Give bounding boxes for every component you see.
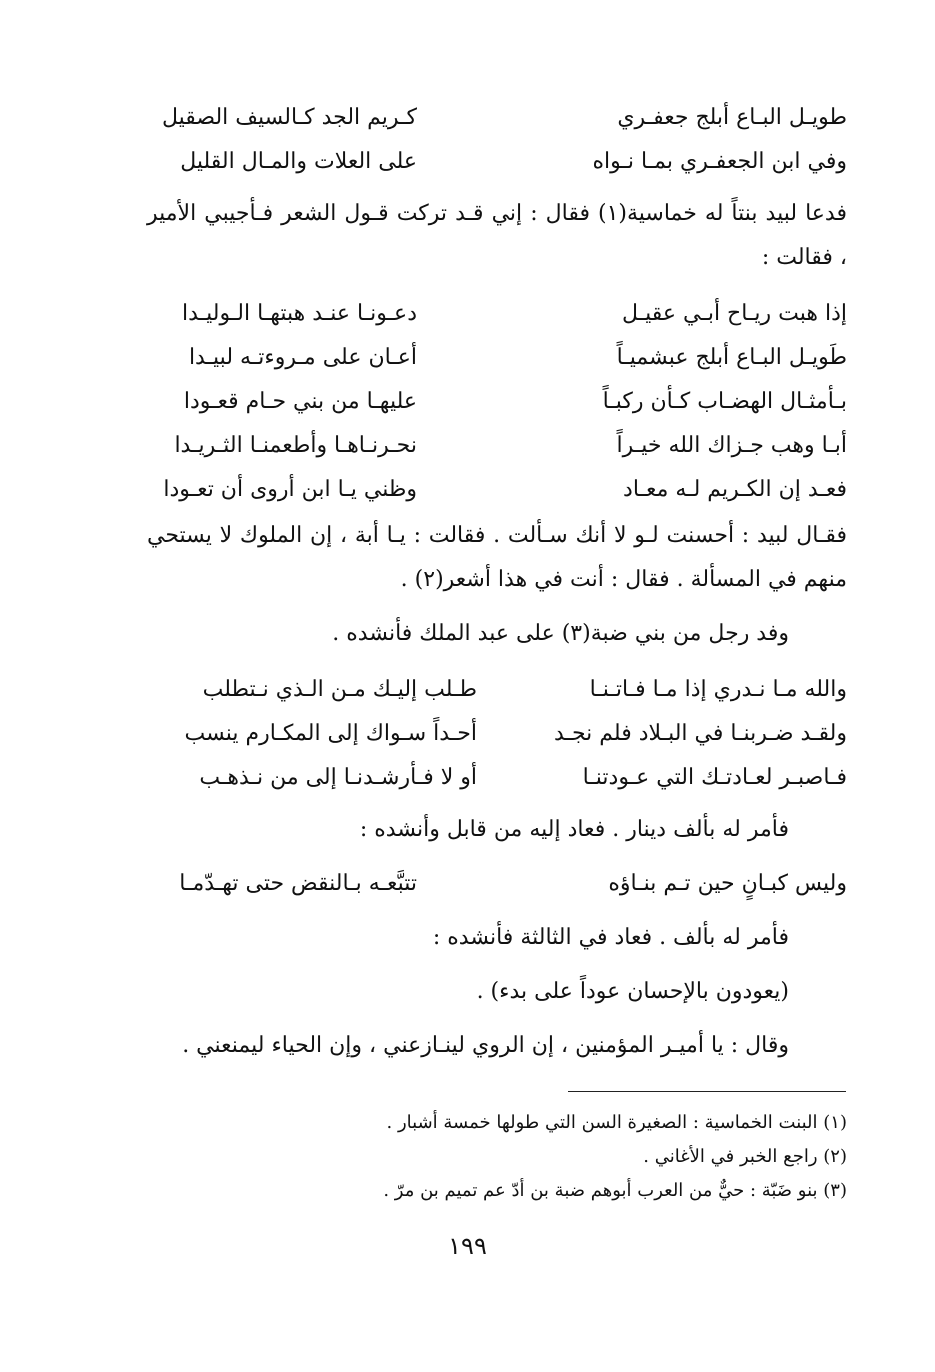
verse-line xyxy=(147,468,847,512)
verse-line xyxy=(147,292,847,336)
verse-line xyxy=(147,336,847,380)
hemistich-second: نحـرنـاهـا وأطعمنـا الثـريـدا xyxy=(174,433,417,458)
paragraph: وفد رجل من بني ضبة(٣) على عبد الملك فأنشده . xyxy=(332,621,789,646)
paragraph: (يعودون بالإحسان عوداً على بدء) . xyxy=(476,979,789,1004)
hemistich-first: والله مـا نـدري إذا مـا فـاتـنـا xyxy=(589,677,847,702)
poem-block-4 xyxy=(147,862,847,906)
paragraph: فأمر له بألف . فعاد في الثالثة فأنشده : xyxy=(432,925,789,950)
verse-line xyxy=(147,668,847,712)
hemistich-first: فـاصبـر لعـادتـك التي عـودتنـا xyxy=(582,765,847,790)
paragraph: وقال : يا أميـر المؤمنين ، إن الروي لينـازعني ، وإن الحياء ليمنعني . xyxy=(182,1033,789,1058)
hemistich-first: وليس كبـانٍ حين تـم بنـاؤه xyxy=(608,871,847,896)
hemistich-second: على العلات والمـال القليل xyxy=(180,149,417,174)
footnote: (٣) بنو ضَبّة : حيٌّ من العرب أبوهم ضبة بن أدّ عم تميم بن مرّ . xyxy=(383,1180,847,1201)
verse-line xyxy=(147,140,847,184)
hemistich-first: ولقـد ضـربنـا في البـلاد فلم نجـد xyxy=(553,721,847,746)
verse-line xyxy=(147,424,847,468)
poem-block-1 xyxy=(147,96,847,184)
hemistich-first: طويـل البـاع أبلج جعفـري xyxy=(617,105,847,130)
hemistich-second: أعـان على مـروءتـه لبيـدا xyxy=(188,345,417,370)
hemistich-second: طـلب إليـك مـن الـذي نـتطلب xyxy=(202,677,477,702)
paragraph: فقـال لبيد : أحسنت لـو لا أنك سـألت . فقالت : يـا أبة ، إن الملوك لا يستحي منهم في المسألة . فقال : أنت في هذا أشعر(٢) . xyxy=(147,523,847,592)
footnote: (١) البنت الخماسية : الصغيرة السن التي طولها خمسة أشبار . xyxy=(386,1112,847,1133)
hemistich-second: أو لا فـأرشـدنـا إلى من نـذهـب xyxy=(199,765,477,790)
hemistich-second: كـريم الجد كـالسيف الصقيل xyxy=(161,105,417,130)
footnote: (٢) راجع الخبر في الأغاني . xyxy=(643,1146,847,1167)
verse-line xyxy=(147,712,847,756)
poem-block-2 xyxy=(147,292,847,512)
page-number: ١٩٩ xyxy=(448,1232,487,1260)
hemistich-first: إذا هبت ريـاح أبـي عقيـل xyxy=(622,301,847,326)
footnote-divider xyxy=(568,1091,846,1092)
verse-line xyxy=(147,380,847,424)
hemistich-first: طَويـل البـاع أبلج عبشميـاً xyxy=(616,345,847,370)
paragraph: فدعا لبيد بنتاً له خماسية(١) فقال : إني قـد تركت قـول الشعر فـأجيبي الأمير ، فقالت : xyxy=(147,201,847,270)
hemistich-first: بـأمثـال الهضـاب كـأن ركبـاً xyxy=(602,389,847,414)
poem-block-3 xyxy=(147,668,847,800)
verse-line xyxy=(147,862,847,906)
footnotes xyxy=(147,1106,847,1208)
hemistich-first: أبـا وهب جـزاك الله خيـراً xyxy=(616,433,847,458)
paragraph: فأمر له بألف دينار . فعاد إليه من قابل وأنشده : xyxy=(359,817,789,842)
hemistich-first: فعـد إن الكـريم لـه معـاد xyxy=(623,477,847,502)
hemistich-first: وفي ابن الجعفـري بمـا نـواه xyxy=(592,149,847,174)
hemistich-second: عليهـا من بني حـام قعـودا xyxy=(183,389,417,414)
hemistich-second: تتبَّعـه بـالنقض حتى تهـدّمـا xyxy=(179,871,417,896)
hemistich-second: وظني يـا ابن أروى أن تعـودا xyxy=(163,477,417,502)
hemistich-second: أحـداً سـواك إلى المكـارم ينسب xyxy=(184,721,477,746)
verse-line xyxy=(147,756,847,800)
hemistich-second: دعـونـا عنـد هبتهـا الـوليـدا xyxy=(182,301,417,326)
verse-line xyxy=(147,96,847,140)
